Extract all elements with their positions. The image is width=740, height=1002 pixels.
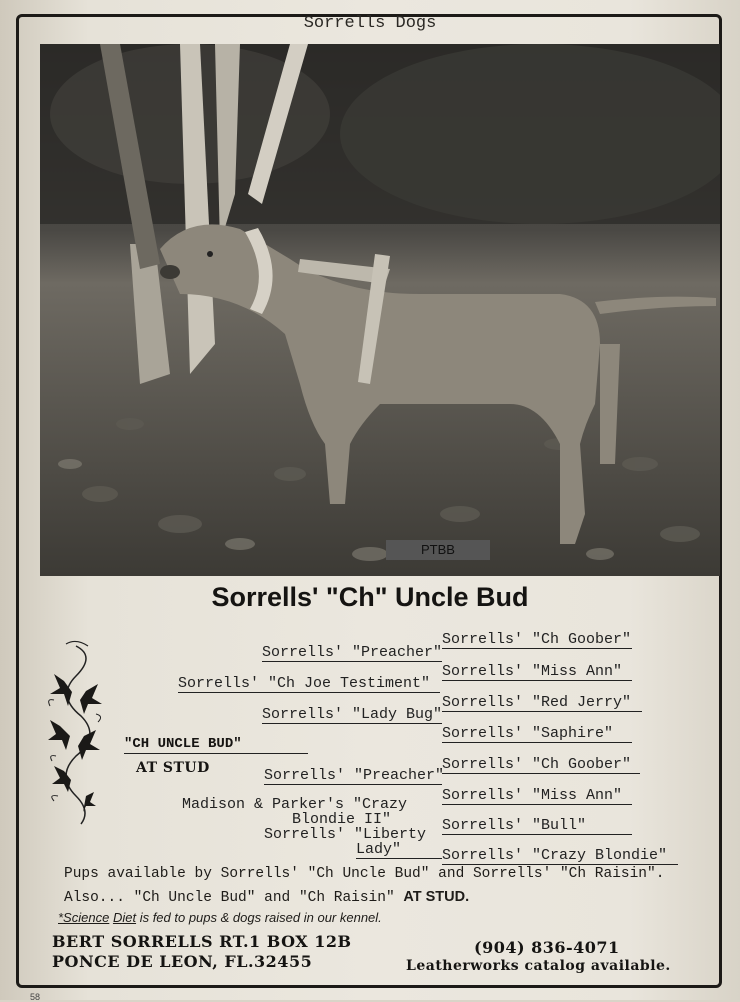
page-title: Sorrells Dogs	[303, 14, 437, 33]
pedigree-parent-4-line2: Lady"	[356, 842, 442, 859]
catalog-note: Leatherworks catalog available.	[406, 958, 671, 974]
science-rest: is fed to pups & dogs raised in our kennel.	[139, 910, 382, 925]
pedigree-p2-sire: Sorrells' "Red Jerry"	[442, 695, 642, 712]
pedigree-grandparent-2-line2: Blondie II"	[292, 811, 392, 828]
pedigree-p3-dam: Sorrells' "Miss Ann"	[442, 788, 632, 805]
also-text: Also... "Ch Uncle Bud" and "Ch Raisin"	[64, 890, 395, 906]
watermark-label: PTBB	[386, 540, 490, 560]
pedigree-p2-dam: Sorrells' "Saphire"	[442, 726, 632, 743]
sire-name: "CH UNCLE BUD"	[124, 736, 308, 754]
sire-stud-note: AT STUD	[136, 760, 210, 776]
pedigree-grandparent-2-line1: Madison & Parker's "Crazy	[182, 796, 408, 813]
pedigree-p1-sire: Sorrells' "Ch Goober"	[442, 631, 632, 648]
dog-name-heading: Sorrells' "Ch" Uncle Bud	[211, 582, 529, 612]
dog-photo	[40, 44, 720, 576]
phone-number: (904) 836-4071	[474, 938, 620, 957]
science-diet-note	[58, 910, 382, 925]
pedigree-p4-sire: Sorrells' "Bull"	[442, 818, 632, 835]
address-line-1: BERT SORRELLS RT.1 BOX 12B	[52, 932, 352, 951]
pedigree-p1-dam: Sorrells' "Miss Ann"	[442, 664, 632, 681]
science-word: *Science	[58, 910, 110, 925]
ivy-vine-illustration	[46, 636, 104, 826]
pups-available-text: Pups available by Sorrells' "Ch Uncle Bud" and Sorrells' "Ch Raisin".	[64, 866, 665, 882]
page-number: 58	[30, 992, 41, 1002]
pedigree-grandparent-1: Sorrells' "Ch Joe Testiment"	[178, 676, 440, 693]
at-stud-emphasis: AT STUD.	[403, 889, 470, 905]
pedigree-parent-2: Sorrells' "Lady Bug"	[262, 706, 443, 723]
address-line-2: PONCE DE LEON, FL.32455	[52, 952, 313, 971]
pedigree-parent-3: Sorrells' "Preacher"	[264, 767, 445, 784]
diet-word: Diet	[112, 910, 137, 925]
pedigree-parent-4-line1: Sorrells' "Liberty	[264, 826, 427, 843]
pedigree-parent-1: Sorrells' "Preacher"	[262, 644, 443, 661]
pedigree-p4-dam: Sorrells' "Crazy Blondie"	[442, 848, 678, 865]
also-at-stud-text	[64, 889, 469, 906]
pedigree-p3-sire: Sorrells' "Ch Goober"	[442, 757, 640, 774]
